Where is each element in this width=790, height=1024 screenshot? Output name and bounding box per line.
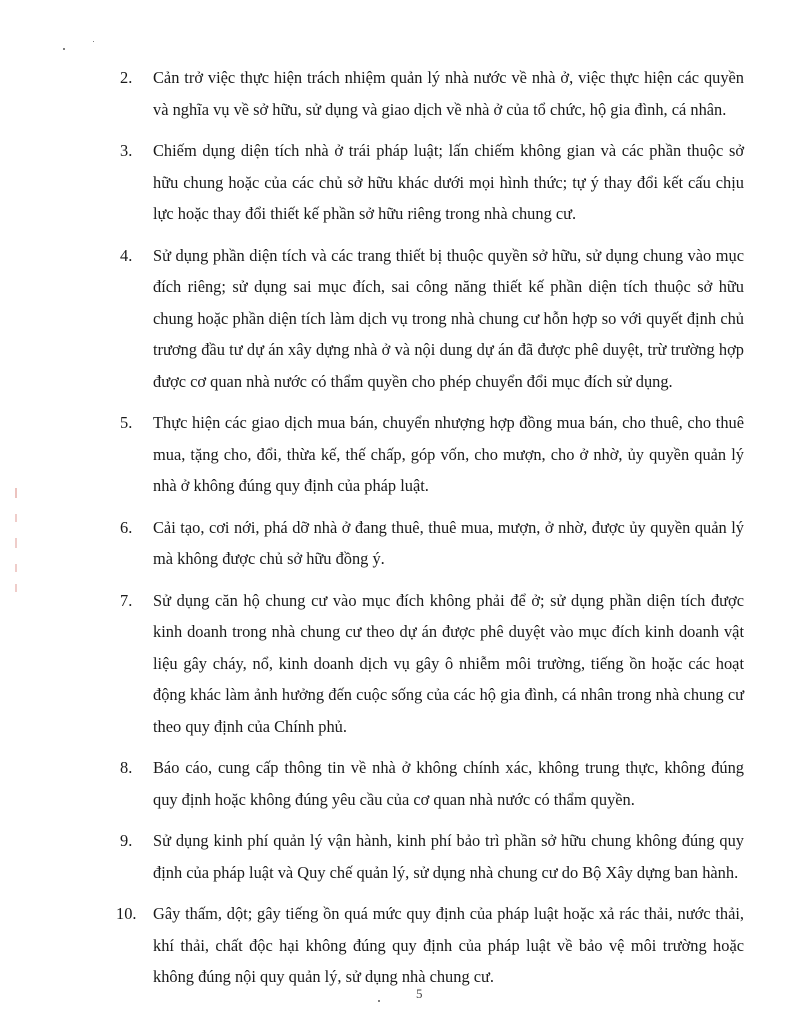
item-text: Báo cáo, cung cấp thông tin về nhà ở không chính xác, không trung thực, không đúng quy định hoặc không đúng yêu cầu của cơ quan nhà nước có thẩm quyền. [153, 758, 744, 809]
list-item-2 [118, 62, 744, 125]
scan-speck [93, 41, 94, 42]
item-number: 9. [120, 831, 133, 850]
item-number: 10. [116, 904, 137, 923]
item-text: Sử dụng kinh phí quản lý vận hành, kinh phí bảo trì phần sở hữu chung không đúng quy định của pháp luật và Quy chế quản lý, sử dụng nhà chung cư do Bộ Xây dựng ban hành. [153, 831, 744, 882]
item-number: 7. [120, 590, 133, 610]
list-item-9 [118, 825, 744, 888]
list-item-4 [118, 240, 744, 398]
item-number: 2. [120, 68, 133, 87]
prohibited-acts-list [118, 62, 744, 1003]
margin-stamp-mark [12, 486, 20, 596]
list-item-5 [118, 407, 744, 502]
item-text: Cản trở việc thực hiện trách nhiệm quản lý nhà nước về nhà ở, việc thực hiện các quyền và nghĩa vụ về sở hữu, sử dụng và giao dịch về nhà ở của tổ chức, hộ gia đình, cá nhân. [153, 68, 744, 119]
item-number: 8. [120, 758, 133, 777]
list-item-3 [118, 135, 744, 230]
list-item-10 [118, 898, 744, 993]
item-text: Sử dụng phần diện tích và các trang thiết bị thuộc quyền sở hữu, sử dụng chung vào mục đích riêng; sử dụng sai mục đích, sai công năng thiết kế phần diện tích thuộc sở hữu chung hoặc phần diện tích làm dịch vụ trong nhà chung cư hỗn hợp so với quyết định chủ trương đầu tư dự án xây dựng nhà ở và nội dung dự án đã được phê duyệt, trừ trường hợp được cơ quan nhà nước có thẩm quyền cho phép chuyển đổi mục đích sử dụng. [153, 245, 744, 391]
list-item-6 [118, 512, 744, 575]
scan-speck [63, 48, 65, 50]
item-text: Chiếm dụng diện tích nhà ở trái pháp luật; lấn chiếm không gian và các phần thuộc sở hữu chung hoặc của các chủ sở hữu khác dưới mọi hình thức; tự ý thay đổi kết cấu chịu lực hoặc thay đổi thiết kế phần sở hữu riêng trong nhà chung cư. [153, 141, 744, 223]
item-text: Sử dụng căn hộ chung cư vào mục đích không phải để ở; sử dụng phần diện tích được kinh doanh trong nhà chung cư theo dự án được phê duyệt vào mục đích kinh doanh vật liệu gây cháy, nổ, kinh doanh dịch vụ gây ô nhiễm môi trường, tiếng ồn hoặc các hoạt động khác làm ảnh hưởng đến cuộc sống của các hộ gia đình, cá nhân trong nhà chung cư theo quy định của Chính phủ. [153, 590, 744, 736]
item-text: Gây thấm, dột; gây tiếng ồn quá mức quy định của pháp luật hoặc xả rác thải, nước thải, khí thải, chất độc hại không đúng quy định của pháp luật về bảo vệ môi trường hoặc không đúng nội quy quản lý, sử dụng nhà chung cư. [153, 904, 744, 986]
list-item-8 [118, 752, 744, 815]
list-item-7 [118, 585, 744, 743]
item-text: Thực hiện các giao dịch mua bán, chuyển nhượng hợp đồng mua bán, cho thuê, cho thuê mua, tặng cho, đổi, thừa kế, thế chấp, góp vốn, cho mượn, cho ở nhờ, ủy quyền quản lý nhà ở không đúng quy định của pháp luật. [153, 413, 744, 495]
item-number: 6. [120, 517, 133, 537]
item-number: 5. [120, 413, 133, 432]
item-number: 4. [120, 245, 133, 265]
item-number: 3. [120, 141, 133, 160]
page-number: 5 [416, 986, 423, 1001]
item-text: Cải tạo, cơi nới, phá dỡ nhà ở đang thuê, thuê mua, mượn, ở nhờ, được ủy quyền quản lý mà không được chủ sở hữu đồng ý. [153, 517, 744, 568]
